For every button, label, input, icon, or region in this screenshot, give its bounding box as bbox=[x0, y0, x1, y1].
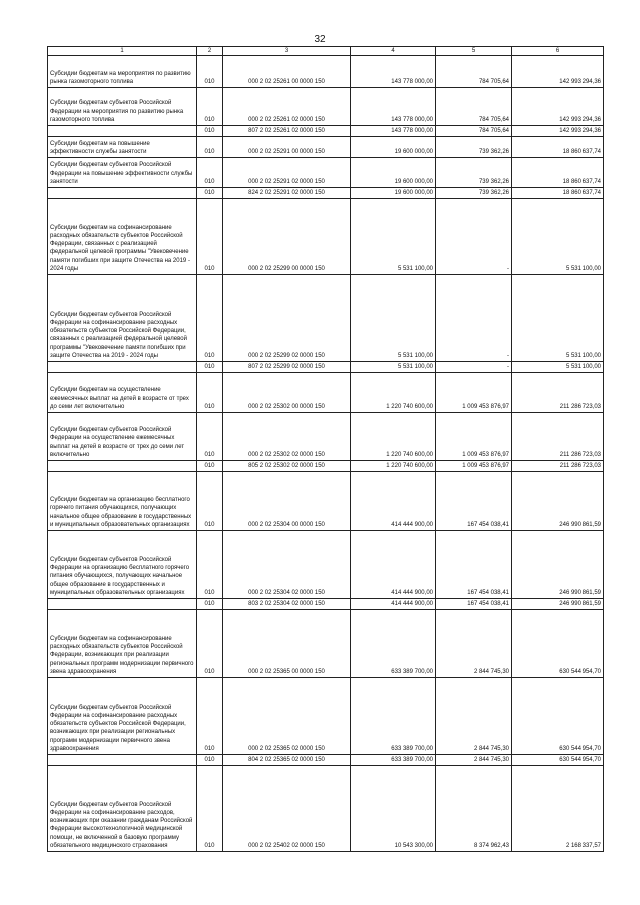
table-row bbox=[48, 599, 604, 610]
budget-code-cell: 000 2 02 25261 02 0000 150 bbox=[223, 88, 351, 126]
amount-planned-cell: 1 220 740 600,00 bbox=[351, 461, 436, 472]
budget-code-cell: 000 2 02 25302 00 0000 150 bbox=[223, 373, 351, 413]
row-name-cell bbox=[48, 755, 197, 766]
amount-remaining-cell: 18 860 637,74 bbox=[512, 188, 604, 199]
amount-planned-cell: 633 389 700,00 bbox=[351, 678, 436, 755]
amount-planned-cell: 1 220 740 600,00 bbox=[351, 373, 436, 413]
row-name-cell bbox=[48, 126, 197, 137]
budget-code-cell: 000 2 02 25365 02 0000 150 bbox=[223, 678, 351, 755]
row-name-cell: Субсидии бюджетам на осуществление ежемесячных выплат на детей в возрасте от трех до семи лет включительно bbox=[48, 373, 197, 413]
row-name-cell: Субсидии бюджетам субъектов Российской Федерации на софинансирование расходных обязательств субъектов Российской Федерации, возникающих при реализации региональных программ модернизации первичного звена здравоохранения bbox=[48, 678, 197, 755]
amount-remaining-cell: 142 993 294,36 bbox=[512, 126, 604, 137]
table-row bbox=[48, 413, 604, 461]
amount-planned-cell: 1 220 740 600,00 bbox=[351, 413, 436, 461]
table-row bbox=[48, 755, 604, 766]
row-name-cell: Субсидии бюджетам на софинансирование расходных обязательств субъектов Российской Федерации, возникающих при реализации региональных программ модернизации первичного звена здравоохранения bbox=[48, 610, 197, 678]
amount-planned-cell: 143 778 000,00 bbox=[351, 126, 436, 137]
budget-code-cell: 000 2 02 25299 00 0000 150 bbox=[223, 199, 351, 275]
amount-remaining-cell: 211 286 723,03 bbox=[512, 461, 604, 472]
budget-code-cell: 000 2 02 25304 02 0000 150 bbox=[223, 531, 351, 599]
budget-code-cell: 000 2 02 25291 00 0000 150 bbox=[223, 137, 351, 158]
amount-executed-cell: 1 009 453 876,97 bbox=[436, 413, 512, 461]
amount-remaining-cell: 2 168 337,57 bbox=[512, 766, 604, 852]
amount-planned-cell: 414 444 900,00 bbox=[351, 531, 436, 599]
row-name-cell: Субсидии бюджетам на мероприятия по развитию рынка газомоторного топлива bbox=[48, 56, 197, 88]
row-name-cell: Субсидии бюджетам субъектов Российской Федерации на повышение эффективности службы занятости bbox=[48, 158, 197, 188]
amount-executed-cell: - bbox=[436, 199, 512, 275]
admin-code-cell: 010 bbox=[197, 472, 223, 531]
admin-code-cell: 010 bbox=[197, 610, 223, 678]
table-row bbox=[48, 373, 604, 413]
amount-executed-cell: 2 844 745,30 bbox=[436, 755, 512, 766]
amount-executed-cell: 8 374 962,43 bbox=[436, 766, 512, 852]
amount-executed-cell: 167 454 038,41 bbox=[436, 599, 512, 610]
row-name-cell: Субсидии бюджетам на организацию бесплатного горячего питания обучающихся, получающих начальное общее образование в государственных и муниципальных образовательных организациях bbox=[48, 472, 197, 531]
budget-code-cell: 000 2 02 25291 02 0000 150 bbox=[223, 158, 351, 188]
amount-remaining-cell: 5 531 100,00 bbox=[512, 275, 604, 362]
amount-executed-cell: 1 009 453 876,97 bbox=[436, 373, 512, 413]
amount-executed-cell: 739 362,26 bbox=[436, 137, 512, 158]
row-name-cell: Субсидии бюджетам субъектов Российской Федерации на софинансирование расходов, возникающих при оказании гражданам Российской Федерации высокотехнологичной медицинской помощи, не включенной в базовую программу обязательного медицинского страхования bbox=[48, 766, 197, 852]
column-header: 3 bbox=[223, 47, 351, 56]
amount-planned-cell: 414 444 900,00 bbox=[351, 472, 436, 531]
amount-executed-cell: 167 454 038,41 bbox=[436, 472, 512, 531]
admin-code-cell: 010 bbox=[197, 137, 223, 158]
budget-code-cell: 000 2 02 25365 00 0000 150 bbox=[223, 610, 351, 678]
amount-remaining-cell: 246 990 861,59 bbox=[512, 531, 604, 599]
table-row bbox=[48, 678, 604, 755]
table-row bbox=[48, 275, 604, 362]
amount-remaining-cell: 211 286 723,03 bbox=[512, 373, 604, 413]
admin-code-cell: 010 bbox=[197, 599, 223, 610]
admin-code-cell: 010 bbox=[197, 678, 223, 755]
admin-code-cell: 010 bbox=[197, 56, 223, 88]
amount-remaining-cell: 142 993 294,36 bbox=[512, 88, 604, 126]
table-row bbox=[48, 362, 604, 373]
amount-executed-cell: 1 009 453 876,97 bbox=[436, 461, 512, 472]
budget-code-cell: 824 2 02 25291 02 0000 150 bbox=[223, 188, 351, 199]
admin-code-cell: 010 bbox=[197, 158, 223, 188]
amount-planned-cell: 143 778 000,00 bbox=[351, 88, 436, 126]
table-row bbox=[48, 531, 604, 599]
amount-executed-cell: 739 362,26 bbox=[436, 188, 512, 199]
admin-code-cell: 010 bbox=[197, 413, 223, 461]
amount-remaining-cell: 211 286 723,03 bbox=[512, 413, 604, 461]
amount-remaining-cell: 630 544 954,70 bbox=[512, 678, 604, 755]
table-row bbox=[48, 137, 604, 158]
admin-code-cell: 010 bbox=[197, 755, 223, 766]
amount-planned-cell: 5 531 100,00 bbox=[351, 199, 436, 275]
amount-planned-cell: 10 543 300,00 bbox=[351, 766, 436, 852]
budget-code-cell: 000 2 02 25261 00 0000 150 bbox=[223, 56, 351, 88]
amount-remaining-cell: 5 531 100,00 bbox=[512, 362, 604, 373]
amount-executed-cell: 784 705,64 bbox=[436, 88, 512, 126]
budget-code-cell: 000 2 02 25304 00 0000 150 bbox=[223, 472, 351, 531]
amount-remaining-cell: 18 860 637,74 bbox=[512, 137, 604, 158]
column-header: 1 bbox=[48, 47, 197, 56]
row-name-cell: Субсидии бюджетам субъектов Российской Федерации на организацию бесплатного горячего питания обучающихся, получающих начальное общее образование в государственных и муниципальных образовательных организациях bbox=[48, 531, 197, 599]
column-header: 6 bbox=[512, 47, 604, 56]
row-name-cell bbox=[48, 599, 197, 610]
budget-code-cell: 807 2 02 25299 02 0000 150 bbox=[223, 362, 351, 373]
amount-planned-cell: 414 444 900,00 bbox=[351, 599, 436, 610]
row-name-cell bbox=[48, 461, 197, 472]
row-name-cell bbox=[48, 362, 197, 373]
admin-code-cell: 010 bbox=[197, 461, 223, 472]
admin-code-cell: 010 bbox=[197, 531, 223, 599]
amount-planned-cell: 19 600 000,00 bbox=[351, 158, 436, 188]
amount-executed-cell: 2 844 745,30 bbox=[436, 678, 512, 755]
table-row bbox=[48, 126, 604, 137]
amount-remaining-cell: 5 531 100,00 bbox=[512, 199, 604, 275]
amount-executed-cell: 167 454 038,41 bbox=[436, 531, 512, 599]
table-row bbox=[48, 766, 604, 852]
budget-code-cell: 000 2 02 25299 02 0000 150 bbox=[223, 275, 351, 362]
amount-planned-cell: 19 600 000,00 bbox=[351, 137, 436, 158]
admin-code-cell: 010 bbox=[197, 188, 223, 199]
amount-executed-cell: 784 705,64 bbox=[436, 126, 512, 137]
table-row bbox=[48, 188, 604, 199]
admin-code-cell: 010 bbox=[197, 126, 223, 137]
admin-code-cell: 010 bbox=[197, 362, 223, 373]
admin-code-cell: 010 bbox=[197, 199, 223, 275]
table-row bbox=[48, 199, 604, 275]
row-name-cell: Субсидии бюджетам на повышение эффективности службы занятости bbox=[48, 137, 197, 158]
admin-code-cell: 010 bbox=[197, 88, 223, 126]
budget-code-cell: 807 2 02 25261 02 0000 150 bbox=[223, 126, 351, 137]
amount-executed-cell: 2 844 745,30 bbox=[436, 610, 512, 678]
table-row bbox=[48, 158, 604, 188]
amount-planned-cell: 5 531 100,00 bbox=[351, 362, 436, 373]
amount-planned-cell: 633 389 700,00 bbox=[351, 755, 436, 766]
budget-code-cell: 803 2 02 25304 02 0000 150 bbox=[223, 599, 351, 610]
amount-executed-cell: - bbox=[436, 362, 512, 373]
table-header-row bbox=[48, 47, 604, 56]
amount-remaining-cell: 142 993 294,36 bbox=[512, 56, 604, 88]
amount-planned-cell: 19 600 000,00 bbox=[351, 188, 436, 199]
amount-planned-cell: 633 389 700,00 bbox=[351, 610, 436, 678]
column-header: 5 bbox=[436, 47, 512, 56]
row-name-cell bbox=[48, 188, 197, 199]
budget-code-cell: 805 2 02 25302 02 0000 150 bbox=[223, 461, 351, 472]
budget-table bbox=[47, 46, 604, 852]
column-header: 4 bbox=[351, 47, 436, 56]
amount-remaining-cell: 630 544 954,70 bbox=[512, 610, 604, 678]
amount-planned-cell: 5 531 100,00 bbox=[351, 275, 436, 362]
row-name-cell: Субсидии бюджетам субъектов Российской Федерации на мероприятия по развитию рынка газомоторного топлива bbox=[48, 88, 197, 126]
amount-executed-cell: - bbox=[436, 275, 512, 362]
budget-code-cell: 000 2 02 25402 02 0000 150 bbox=[223, 766, 351, 852]
table-row bbox=[48, 88, 604, 126]
row-name-cell: Субсидии бюджетам субъектов Российской Федерации на софинансирование расходных обязательств субъектов Российской Федерации, связанных с реализацией федеральной целевой программы "Увековечение памяти погибших при защите Отечества на 2019 - 2024 годы bbox=[48, 275, 197, 362]
admin-code-cell: 010 bbox=[197, 766, 223, 852]
column-header: 2 bbox=[197, 47, 223, 56]
page-number: 32 bbox=[314, 34, 326, 45]
row-name-cell: Субсидии бюджетам на софинансирование расходных обязательств субъектов Российской Федерации, связанных с реализацией федеральной целевой программы "Увековечение памяти погибших при защите Отечества на 2019 - 2024 годы bbox=[48, 199, 197, 275]
table-row bbox=[48, 610, 604, 678]
amount-remaining-cell: 246 990 861,59 bbox=[512, 472, 604, 531]
amount-executed-cell: 739 362,26 bbox=[436, 158, 512, 188]
amount-executed-cell: 784 705,64 bbox=[436, 56, 512, 88]
amount-planned-cell: 143 778 000,00 bbox=[351, 56, 436, 88]
amount-remaining-cell: 630 544 954,70 bbox=[512, 755, 604, 766]
amount-remaining-cell: 18 860 637,74 bbox=[512, 158, 604, 188]
admin-code-cell: 010 bbox=[197, 275, 223, 362]
budget-code-cell: 804 2 02 25365 02 0000 150 bbox=[223, 755, 351, 766]
admin-code-cell: 010 bbox=[197, 373, 223, 413]
table-row bbox=[48, 461, 604, 472]
row-name-cell: Субсидии бюджетам субъектов Российской Федерации на осуществление ежемесячных выплат на детей в возрасте от трех до семи лет включительно bbox=[48, 413, 197, 461]
table-row bbox=[48, 472, 604, 531]
table-row bbox=[48, 56, 604, 88]
budget-code-cell: 000 2 02 25302 02 0000 150 bbox=[223, 413, 351, 461]
amount-remaining-cell: 246 990 861,59 bbox=[512, 599, 604, 610]
